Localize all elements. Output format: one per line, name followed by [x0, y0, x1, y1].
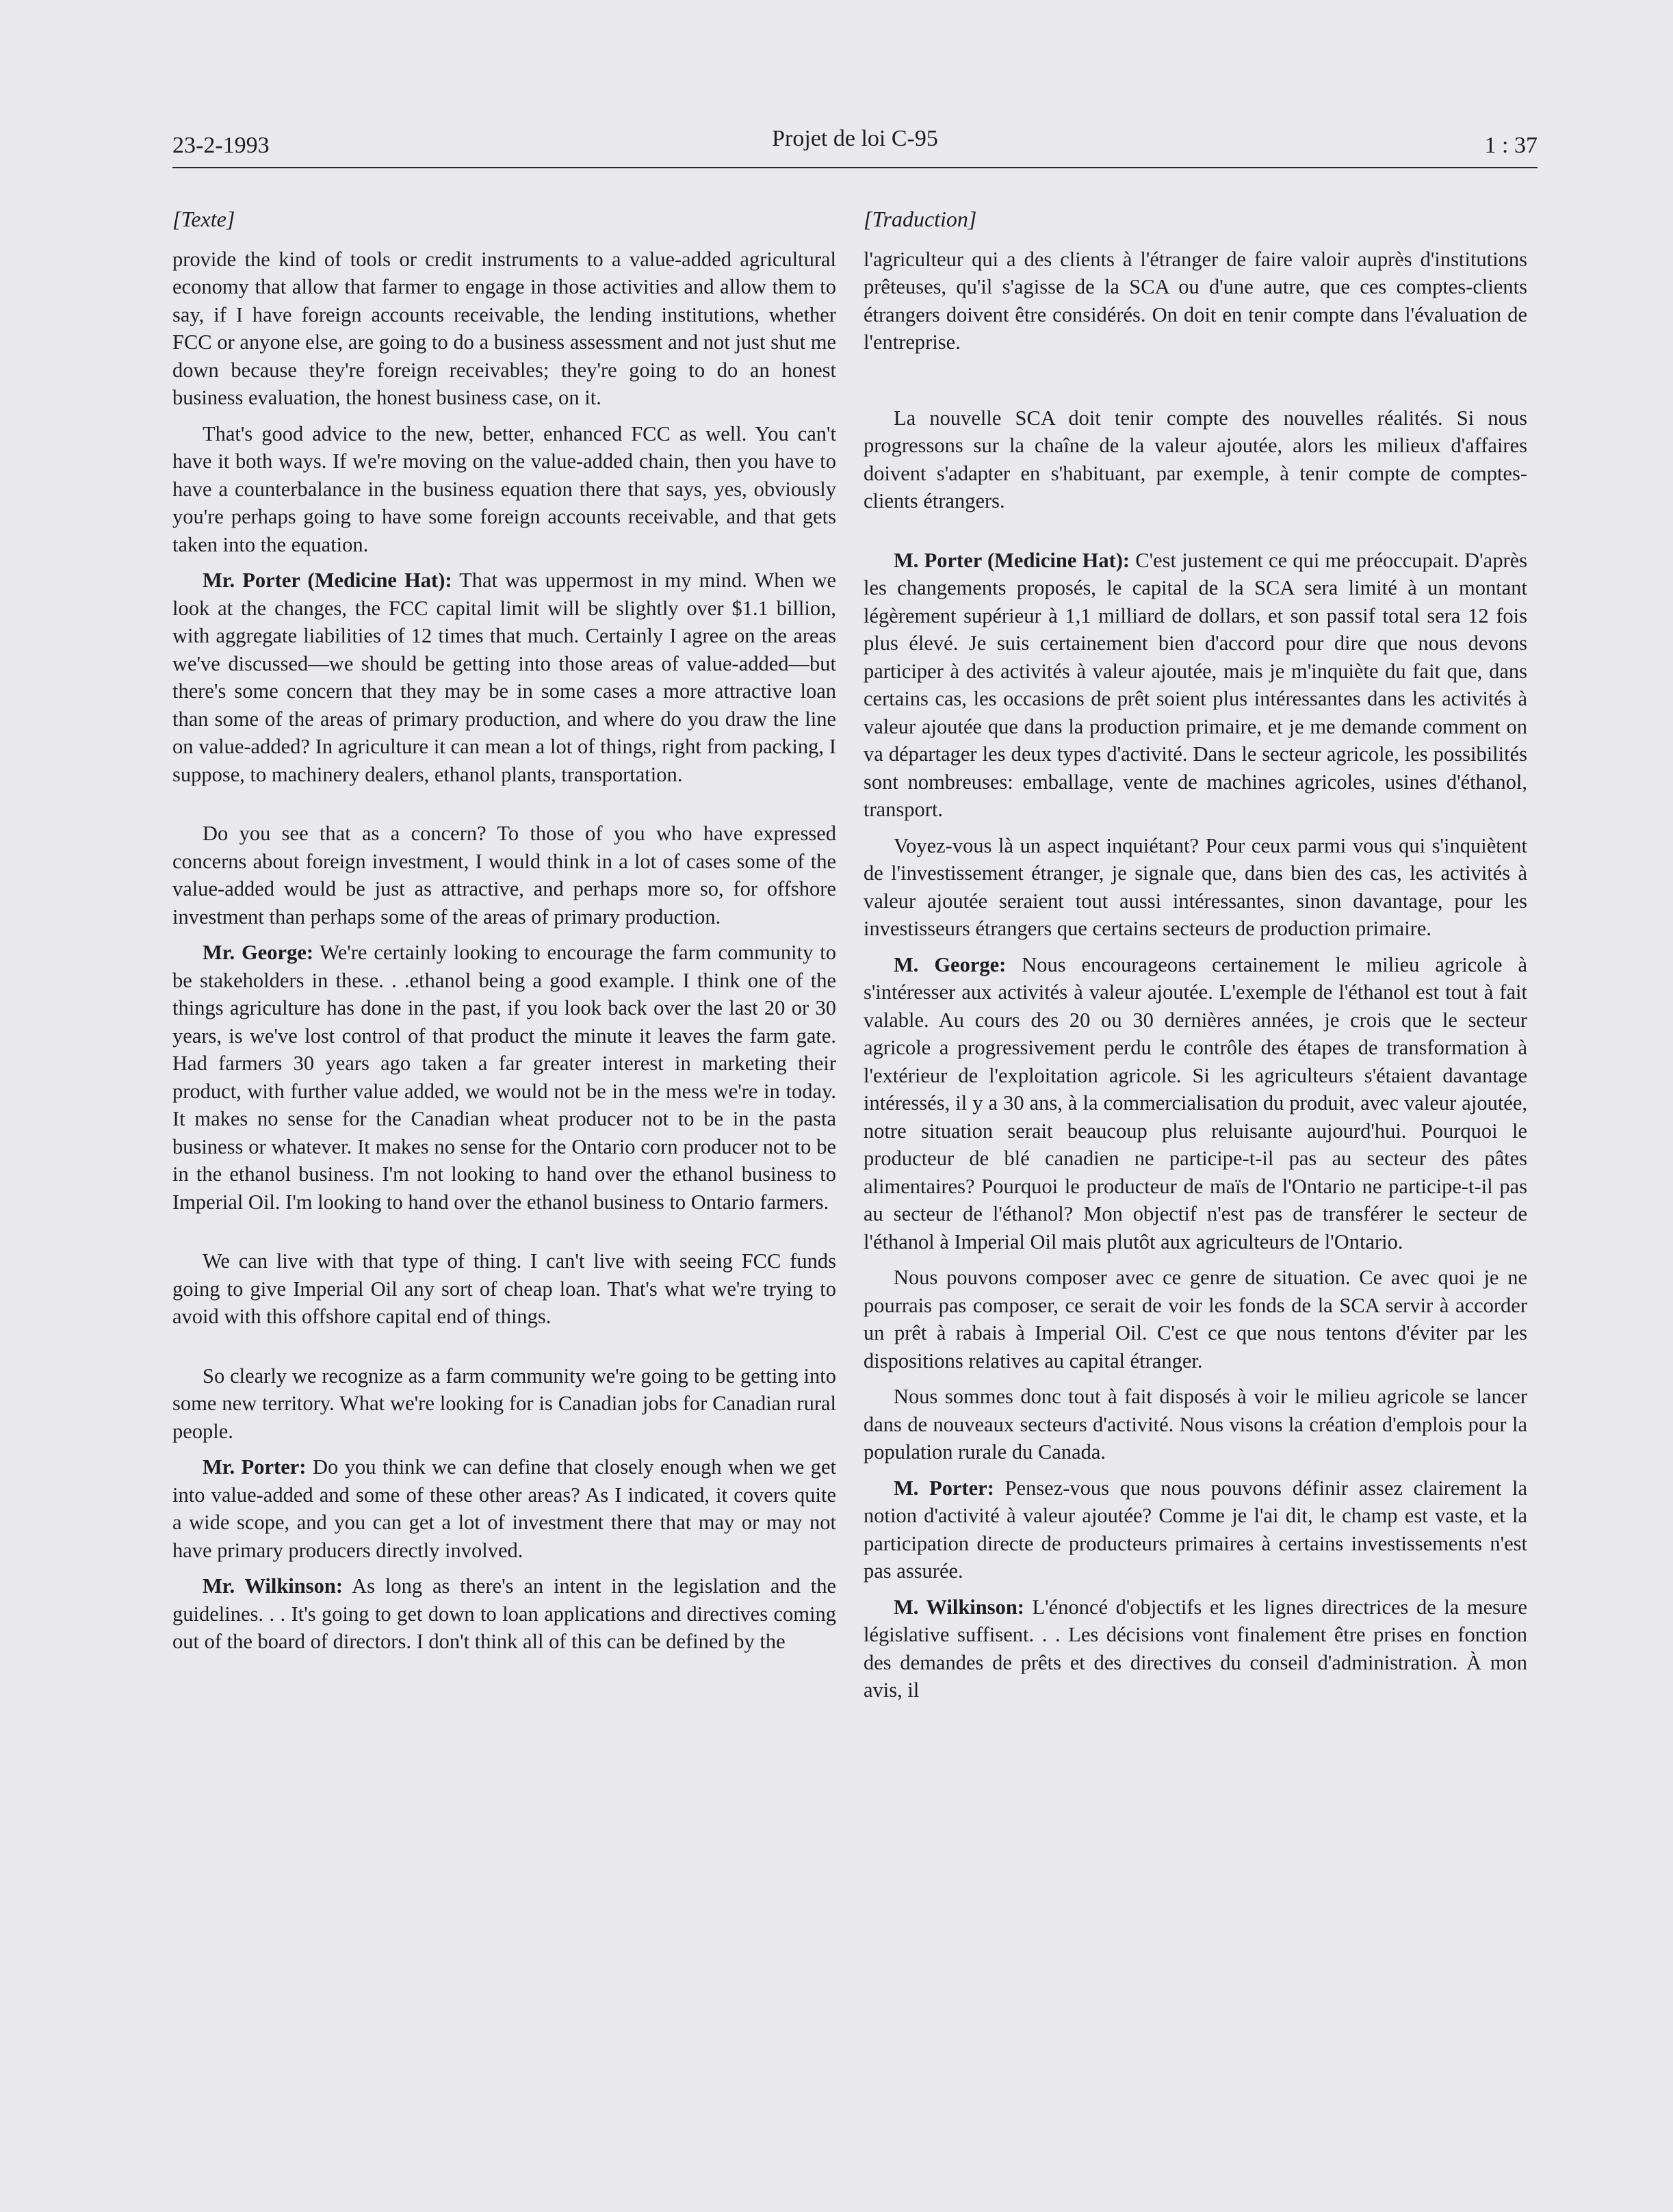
en-paragraph-6: We can live with that type of thing. I can't live with seeing FCC funds going to give Imperial Oil any sort of cheap loan. That's what we're trying to avoid with this offshore capital end of things.	[172, 1249, 836, 1328]
fr-paragraph-8	[864, 1474, 1527, 1585]
en-paragraph-4: Do you see that as a concern? To those of you who have expressed concerns about foreign investment, I would think in a lot of cases some of the value-added would be just as attractive, and perhaps more so, for offshore investment than perhaps some of the areas of primary production.	[172, 822, 836, 928]
en-paragraph-9	[172, 1572, 836, 1656]
fr-paragraph-5-text: Nous encourageons certainement le milieu agricole à s'intéresser aux activités à valeur ajoutée. L'exemple de l'éthanol est tout à fait valable. Au cours des 20 ou 30 dernières années, je crois que le secteur agricole a progressivement perdu le contrôle des étapes de transformation à l'extérieur de l'exploitation agricole. Si les agriculteurs s'étaient davantage intéressés, il y a 30 ans, à la commercialisation du produit, avec valeur ajoutée, notre situation serait beaucoup plus reluisante aujourd'hui. Pourquoi le producteur de blé canadien ne participe-t-il pas au secteur des pâtes alimentaires? Pourquoi le producteur de maïs de l'Ontario ne participe-t-il pas au secteur de l'éthanol? Mon objectif n'est pas de transférer le secteur de l'éthanol à Imperial Oil mais plutôt aux agriculteurs de l'Ontario.	[864, 952, 1528, 1253]
header-date: 23-2-1993	[172, 133, 270, 158]
fr-paragraph-2: La nouvelle SCA doit tenir compte des nouvelles réalités. Si nous progressons sur la chaîne de la valeur ajoutée, alors les milieux d'affaires doivent s'adapter en s'habituant, par exemple, à tenir compte de comptes-clients étrangers.	[864, 406, 1527, 512]
fr-paragraph-3-text: C'est justement ce qui me préoccupait. D'après les changements proposés, le capital de la SCA sera limité à un montant légèrement supérieur à 1,1 milliard de dollars, et son passif total sera 12 fois plus élevé. Je suis certainement bien d'accord pour dire que nous devons participer à des activités à valeur ajoutée, mais je m'inquiète du fait que, dans certains cas, les occasions de prêt soient plus intéressantes dans les activités à valeur ajoutée que dans la production primaire, et je me demande comment on va départager les deux types d'activité. Dans le secteur agricole, les possibilités sont nombreuses: emballage, vente de machines agricoles, usines d'éthanol, transport.	[864, 548, 1528, 821]
en-speaker-porter: Mr. Porter:	[203, 1455, 307, 1479]
fr-paragraph-8-text: Pensez-vous que nous pouvons définir assez clairement la notion d'activité à valeur ajoutée? Comme je l'ai dit, le champ est vaste, et la participation directe de producteurs primaires à certains investissements n'est pas assurée.	[864, 1476, 1528, 1583]
fr-speaker-porter-medicine-hat: M. Porter (Medicine Hat):	[894, 548, 1130, 572]
fr-speaker-porter: M. Porter:	[894, 1476, 994, 1500]
fr-paragraph-3	[864, 547, 1527, 824]
en-paragraph-8-text: Do you think we can define that closely enough when we get into value-added and some of these other areas? As I indicated, it covers quite a wide scope, and you can get a lot of investment there that may or may not have primary producers directly involved.	[172, 1455, 836, 1562]
fr-paragraph-5	[864, 951, 1527, 1256]
header-rule	[172, 167, 1538, 168]
en-paragraph-8	[172, 1453, 836, 1564]
french-column-label: [Traduction]	[864, 207, 977, 231]
en-paragraph-5-text: We're certainly looking to encourage the farm community to be stakeholders in these. . .ethanol being a good example. I think one of the things agriculture has done in the past, if you look back over the last 20 or 30 years, is we've lost control of that product the minute it leaves the farm gate. Had farmers 30 years ago taken a far greater interest in marketing their product, with further value added, we would not be in the mess we're in today. It makes no sense for the Canadian wheat producer not to be in the pasta business or whatever. It makes no sense for the Ontario corn producer not to be in the ethanol business. I'm not looking to hand over the ethanol business to Imperial Oil. I'm looking to hand over the ethanol business to Ontario farmers.	[172, 941, 836, 1214]
page-header	[172, 126, 1538, 167]
french-column	[864, 205, 1527, 1713]
en-paragraph-3	[172, 567, 836, 788]
fr-speaker-george: M. George:	[894, 952, 1007, 976]
en-speaker-george: Mr. George:	[203, 941, 314, 964]
fr-paragraph-7: Nous sommes donc tout à fait disposés à voir le milieu agricole se lancer dans de nouveaux secteurs d'activité. Nous visons la création d'emplois pour la population rurale du Canada.	[864, 1385, 1527, 1463]
en-paragraph-2: That's good advice to the new, better, enhanced FCC as well. You can't have it both ways. If we're moving on the value-added chain, then you have to have a counterbalance in the business equation there that says, yes, obviously you're perhaps going to have some foreign accounts receivable, and that gets taken into the equation.	[172, 421, 836, 556]
fr-paragraph-9	[864, 1593, 1527, 1704]
fr-paragraph-1: l'agriculteur qui a des clients à l'étranger de faire valoir auprès d'institutions prêteuses, qu'il s'agisse de la SCA ou d'une autre, que ces comptes-clients étrangers doivent être considérés. On doit en tenir compte dans l'évaluation de l'entreprise.	[864, 247, 1527, 354]
en-paragraph-9-text: As long as there's an intent in the legislation and the guidelines. . . It's going to get down to loan applications and directives coming out of the board of directors. I don't think all of this can be defined by the	[172, 1574, 836, 1653]
english-column-label: [Texte]	[172, 207, 235, 231]
fr-paragraph-9-text: L'énoncé d'objectifs et les lignes directrices de la mesure législative suffisent. . . Les décisions vont finalement être prises en fonction des demandes de prêts et des directives du conseil d'administration. À mon avis, il	[864, 1595, 1527, 1702]
english-column	[172, 205, 836, 1664]
en-paragraph-3-text: That was uppermost in my mind. When we look at the changes, the FCC capital limit will be slightly over $1.1 billion, with aggregate liabilities of 12 times that much. Certainly I agree on the areas we've discussed—we should be getting into those areas of value-added—but there's some concern that they may be in some cases a more attractive loan than some of the areas of primary production, and where do you draw the line on value-added? In agriculture it can mean a lot of things, right from packing, I suppose, to machinery dealers, ethanol plants, transportation.	[172, 569, 837, 786]
en-paragraph-5	[172, 939, 836, 1216]
en-speaker-wilkinson: Mr. Wilkinson:	[203, 1574, 343, 1598]
fr-speaker-wilkinson: M. Wilkinson:	[894, 1595, 1024, 1619]
header-title: Projet de loi C-95	[772, 126, 938, 151]
en-paragraph-7: So clearly we recognize as a farm community we're going to be getting into some new territory. What we're looking for is Canadian jobs for Canadian rural people.	[172, 1364, 836, 1443]
en-speaker-porter-medicine-hat: Mr. Porter (Medicine Hat):	[203, 569, 452, 592]
fr-paragraph-6: Nous pouvons composer avec ce genre de situation. Ce avec quoi je ne pourrais pas composer, ce serait de voir les fonds de la SCA servir à accorder un prêt à rabais à Imperial Oil. C'est ce que nous tentons d'éviter par les dispositions relatives au capital étranger.	[864, 1266, 1527, 1372]
header-page-number: 1 : 37	[1484, 133, 1538, 158]
en-paragraph-1: provide the kind of tools or credit instruments to a value-added agricultural economy that allow that farmer to engage in those activities and allow them to say, if I have foreign accounts receivable, the lending institutions, whether FCC or anyone else, are going to do a business assessment and not just shut me down because they're foreign receivables; they're going to do an honest business evaluation, the honest business case, on it.	[172, 247, 836, 409]
fr-paragraph-4: Voyez-vous là un aspect inquiétant? Pour ceux parmi vous qui s'inquiètent de l'investissement étranger, je signale que, dans bien des cas, les activités à valeur ajoutée seraient tout aussi intéressantes, sinon davantage, pour les investisseurs étrangers que certains secteurs de production primaire.	[864, 833, 1527, 940]
